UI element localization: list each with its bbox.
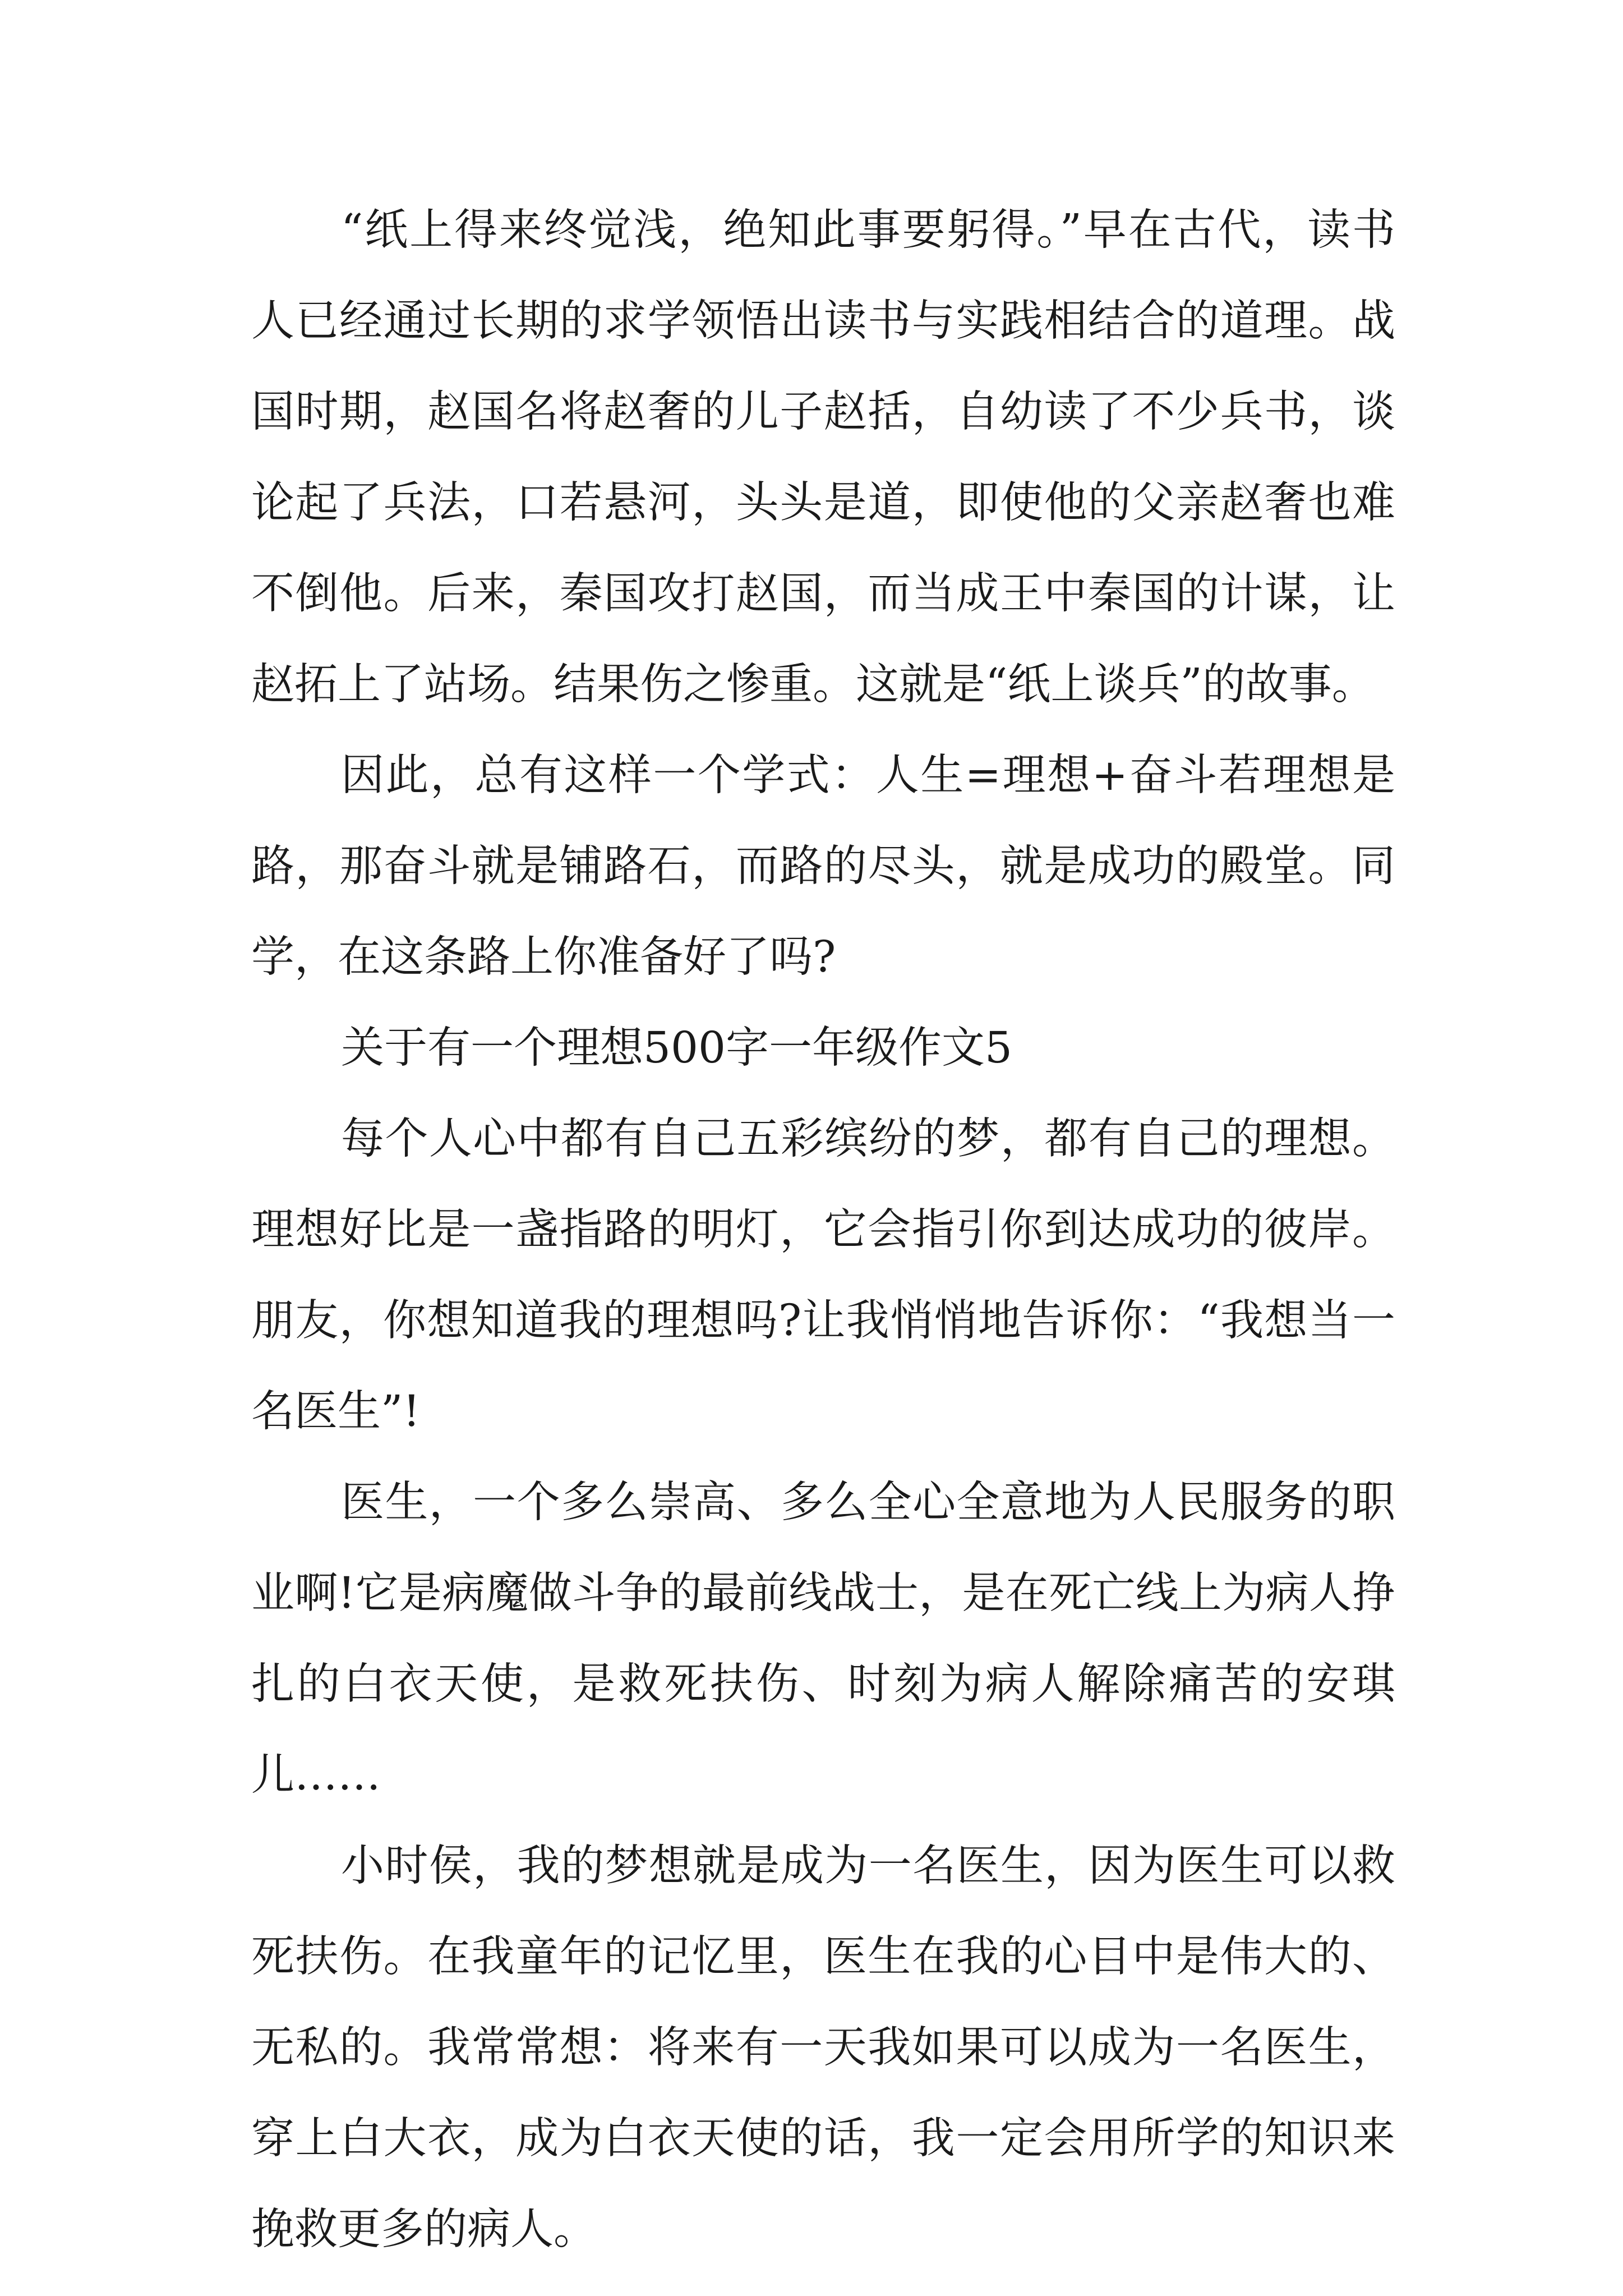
paragraph-zhi-shang-tan-bing: “纸上得来终觉浅，绝知此事要躬得。”早在古代，读书人已经通过长期的求学领悟出读书与实践相结合的道理。战国时期，赵国名将赵奢的儿子赵括，自幼读了不少兵书，谈论起了兵法，口若悬河，头头是道，即使他的父亲赵奢也难不倒他。后来，秦国攻打赵国，而当成王中秦国的计谋，让赵拓上了站场。结果伤之惨重。这就是“纸上谈兵”的故事。 bbox=[251, 205, 1395, 710]
essay-title: 关于有一个理想500字一年级作文5 bbox=[341, 1023, 1012, 1073]
paragraph-ideal-formula: 因此，总有这样一个学式：人生=理想+奋斗若理想是路，那奋斗就是铺路石，而路的尽头，就是成功的殿堂。同学，在这条路上你准备好了吗? bbox=[251, 751, 1395, 982]
paragraph-doctor-praise: 医生，一个多么崇高、多么全心全意地为人民服务的职业啊!它是病魔做斗争的最前线战士，是在死亡线上为病人挣扎的白衣天使，是救死扶伤、时刻为病人解除痛苦的安琪儿…… bbox=[251, 1478, 1395, 1800]
paragraph-doctor-dream: 每个人心中都有自己五彩缤纷的梦，都有自己的理想。理想好比是一盏指路的明灯，它会指引你到达成功的彼岸。朋友，你想知道我的理想吗?让我悄悄地告诉你：“我想当一名医生”! bbox=[251, 1114, 1395, 1437]
paragraph-childhood-dream: 小时侯，我的梦想就是成为一名医生，因为医生可以救死扶伤。在我童年的记忆里，医生在我的心目中是伟大的、无私的。我常常想：将来有一天我如果可以成为一名医生，穿上白大衣，成为白衣天使的话，我一定会用所学的知识来挽救更多的病人。 bbox=[251, 1841, 1395, 2254]
document-body bbox=[251, 185, 1395, 2275]
